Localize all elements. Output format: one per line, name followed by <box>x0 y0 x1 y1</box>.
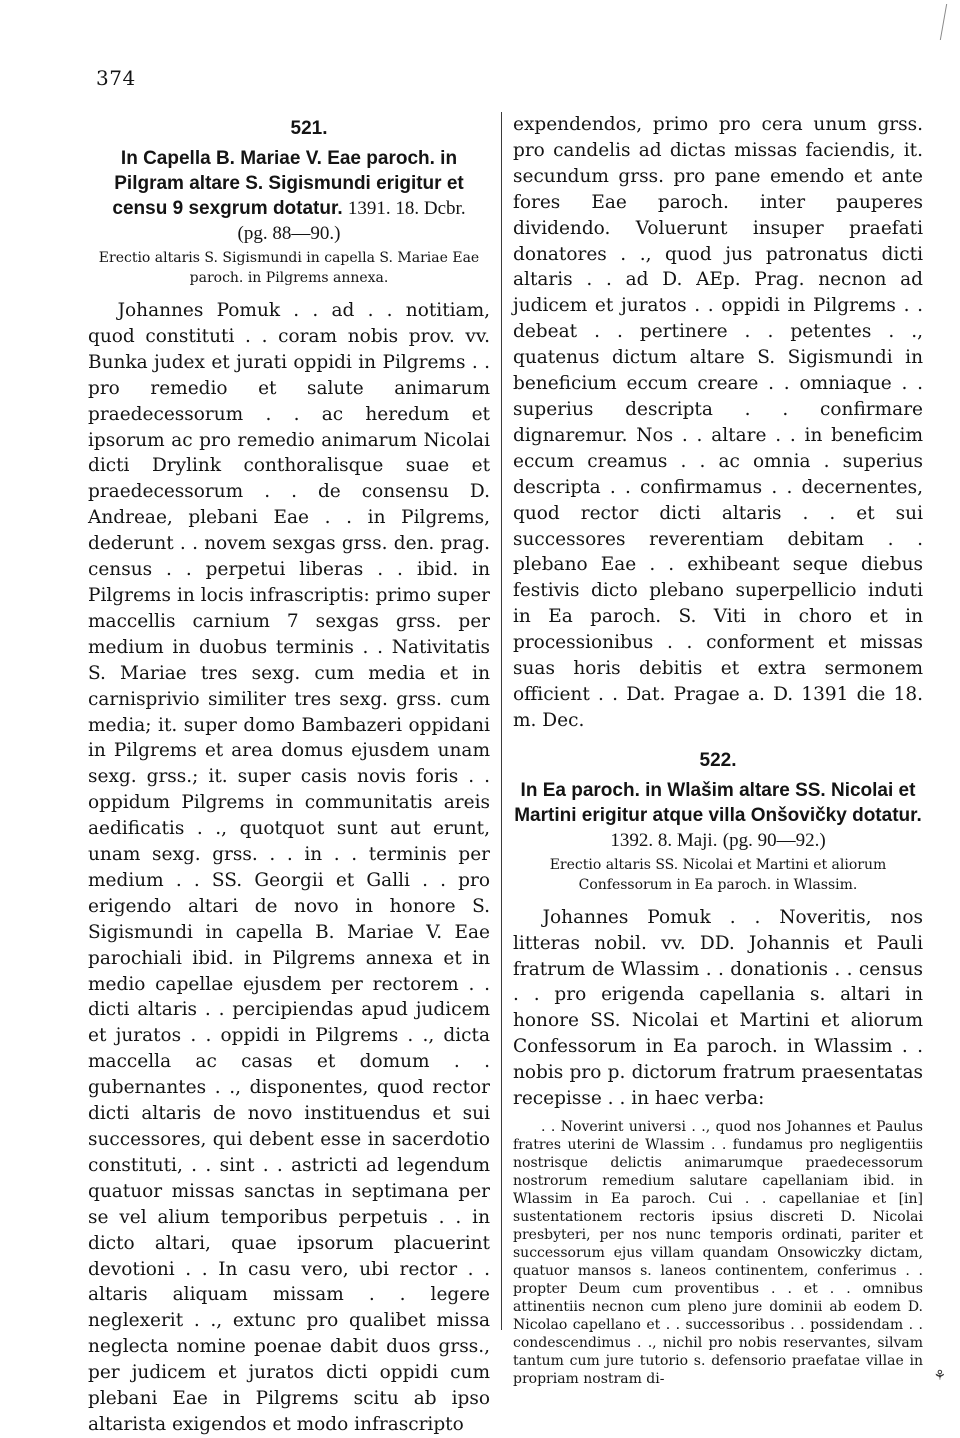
body-text-521-part1: Johannes Pomuk . . ad . . notitiam, quod constituti . . coram nobis prov. vv. Bunka judex et jurati oppidi in Pilgrems . . pro remedio et salute animarum praedecessorum . . ac heredum et ipsorum ac pro remedio animarum Nicolai dicti Drylink conthoralisque suae et praedecessorum . . de consensu D. Andreae, plebani Eae . . in Pilgrems, dederunt . . novem sexgas grss. den. prag. census . . perpetui liberas . . ibid. in Pilgrems in locis infrascriptis: primo super maccellis carnium 7 sexgas grss. per medium in duobus terminis . . Nativitatis S. Mariae tres sexg. cum media et in carnisprivio similiter tres sexg. grss. cum media; it. super domo Bambazeri oppidani in Pilgrems et area domus ejusdem unam sexg. grss.; it. super casis novis foris . . oppidum Pilgrems in communitatis areis aedificatis . ., quotquot sunt aut erunt, unam sexg. grss. . . in . . terminis per medium . . SS. Georgii et Galli . . pro erigendo altari de novo in honore S. Sigismundi in capella B. Mariae V. Eae parochiali ibid. in Pilgrems annexa et in medio capellae ejusdem per rectorem . . dicti altaris . . percipiendas apud judicem et juratos . . oppidi in Pilgrems . ., dicta maccella ac casas et domum . . gubernantes . ., disponentes, quod rector dicti altaris de novo instituendus et sui successores, qui debent esse in sacerdotio constituti, . . sint . . astricti ad legendum quatuor missas sanctas in septimana per se vel alium temporibus perpetuis . . in dicto altari, quae ipsorum placuerint devotioni . . In casu vero, ubi rector . . altaris aliquam missam . . legere neglexerit . ., extunc pro qualibet missa neglecta nomine poenae dabit duos grss., per judicem et juratos dicti oppidi cum plebani Eae in Pilgrems scitu ab ipso altarista exigendos et modo infrascripto <box>88 300 490 1435</box>
left-column <box>88 112 490 1438</box>
corner-ornament: ⚘ <box>933 1368 946 1384</box>
margin-pencil-mark <box>922 4 947 40</box>
body-text-522: Johannes Pomuk . . Noveritis, nos litteras nobil. vv. DD. Johannis et Pauli fratrum de Wlassim . . donationis . . census . . pro erigenda capellania s. altari in honore SS. Nicolai et Martini et aliorum Confessorum in Ea paroch. in Wlassim . . nobis pro p. dictorum fratrum praesentatas recepisse . . in haec verba: <box>513 906 923 1110</box>
document-heading-522 <box>513 778 923 853</box>
page-number: 374 <box>96 66 136 90</box>
document-number-522: 522. <box>699 749 737 771</box>
quoted-charter-522: . . Noverint universi . ., quod nos Johannes et Paulus fratres uterini de Wlassim . . fundamus pro negligentiis nostrisque delictis animarumque praedecessorum nostrorum remedium salutare capellaniam ibid. in Wlassim in Ea paroch. Cui . . capellaniae et [in] sustentationem rectoris ipsius discreti D. Nicolai presbyteri, per nos nunc temporis ordinati, pariter et successorum ejus villam quandam Onsowiczky dictam, quatuor mansos s. laneos continentem, conferimus . . propter Deum cum proventibus . . et . . omnibus attinentiis necnon cum pleno jure dominii ab eodem D. Nicolao capellano et . . successoribus . . possidendam . . condescendimus . ., nichil pro nobis reservantes, silvam tantum cum jure tutorio s. defensorio praefatae villae in propriam nostram di- <box>513 1119 923 1387</box>
heading-text-521: In Capella B. Mariae V. Eae paroch. in Pilgram altare S. Sigismundi erigitur et censu 9 sexgrum dotatur. <box>112 148 464 219</box>
summary-521: Erectio altaris S. Sigismundi in capella S. Mariae Eae paroch. in Pilgrems annexa. <box>98 250 480 286</box>
column-divider <box>501 112 502 1330</box>
summary-522: Erectio altaris SS. Nicolai et Martini et aliorum Confessorum in Ea paroch. in Wlassim. <box>549 856 887 893</box>
dateline-522: 1392. 8. Maji. <box>610 829 718 851</box>
right-column <box>513 112 923 1388</box>
page-reference-522: (pg. 90—92.) <box>722 829 826 851</box>
heading-text-522: In Ea paroch. in Wlašim altare SS. Nicolai et Martini erigitur atque villa Onšovičky dotatur. <box>514 779 922 826</box>
body-text-521-part2: expendendos, primo pro cera unum grss. pro candelis ad dictas missas faciendis, it. secundum grss. pro pane emendo et ante fores Eae paroch. inter pauperes dividendo. Voluerunt insuper praefati donatores . ., quod jus patronatus dicti altaris . . ad D. AEp. Prag. necnon ad judicem et juratos . . oppidi in Pilgrems . . debeat . . pertinere . . petentes . ., quatenus dictum altare S. Sigismundi in beneficium eccum creare . . omniaque . . superius descripta . . confirmare dignaremur. Nos . . altare . . in beneficim eccum creamus . . ac omnia . superius descripta . . confirmamus . . decernentes, quod rector dicti altaris . . et sui successores reverentiam debitam . . plebano Eae . . exhibeant seque diebus festivis dicto plebano superpellicio induti in Ea paroch. S. Viti in choro et in processionibus . . conforment et missas suas horis debitis et extra sermonem officient . . Dat. Pragae a. D. 1391 die 18. m. Dec. <box>513 114 923 731</box>
document-heading-521 <box>88 146 490 246</box>
page-reference-521: (pg. 88—90.) <box>237 223 341 244</box>
dateline-521: 1391. 18. Dcbr. <box>347 198 466 219</box>
document-number-521: 521. <box>290 118 328 139</box>
